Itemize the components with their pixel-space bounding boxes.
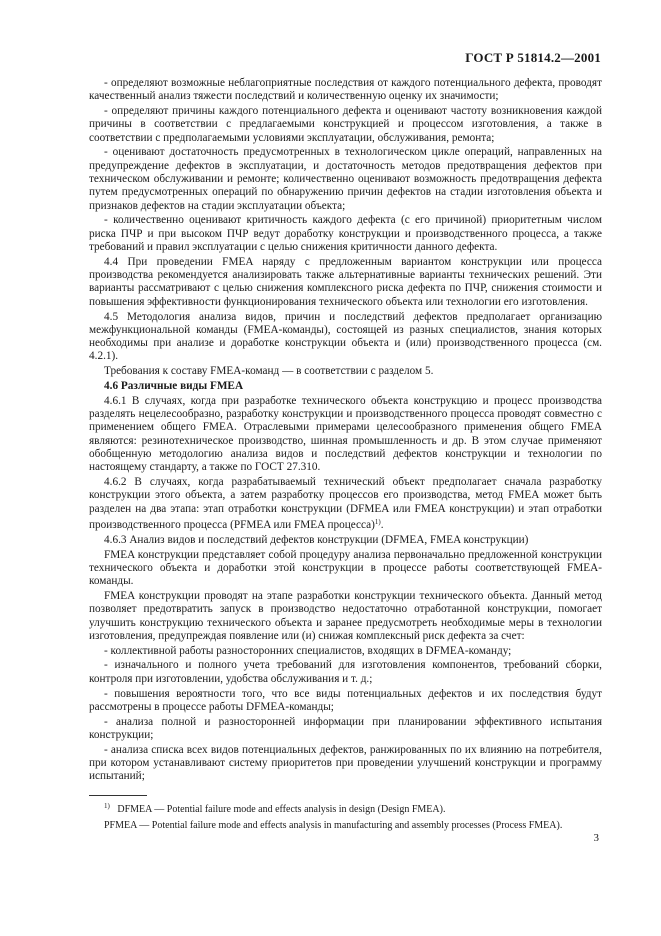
page-number: 3 [593,832,599,844]
standard-header: ГОСТ Р 51814.2—2001 [465,50,601,65]
footnote [89,798,602,818]
footnote-marker: 1) [104,802,110,810]
footnote-ref: 1) [374,518,381,526]
paragraph: - количественно оценивают критичность каждого дефекта (с его причиной) приоритетным числом риска ПЧР и при высоком ПЧР ведут доработку конструкции и производственного процесса, а также требований и правил эксплуатации с целью снижения критичности данного дефекта. [89,214,602,254]
section-heading: 4.6 Различные виды FMEA [104,380,244,393]
paragraph: FMEA конструкции представляет собой процедуру анализа первоначально предложенной конструкции технического объекта и доработки этой конструкции в процессе работы соответствующей FMEA-команды. [89,548,602,588]
paragraph: - определяют возможные неблагоприятные последствия от каждого потенциального дефекта, проводят качественный анализ тяжести последствий и количественную оценку их значимости; [89,77,602,103]
paragraph: 4.6.1 В случаях, когда при разработке технического объекта конструкцию и процесс производства разделять нецелесообразно, разработку конструкции и производственного процесса проводят совместно с применением общего FMEA. Отраслевыми примерами целесообразного применения общего FMEA являются: резинотехническое производство, шинная промышленность и др. В этом случае применяют обобщенную методологию анализа видов и последствий дефектов конструкции и технологии по настоящему стандарту, а также по ГОСТ 27.310. [89,394,602,474]
list-item: - анализа списка всех видов потенциальных дефектов, ранжированных по их влиянию на потребителя, при котором устанавливают систему приоритетов при проведении улучшений конструкции и программу испытаний; [89,743,602,783]
list-item: - повышения вероятности того, что все виды потенциальных дефектов и их последствия будут рассмотрены в процессе работы DFMEA-команды; [89,687,602,713]
list-item: - изначального и полного учета требований для изготовления компонентов, требований сборки, контроля при изготовлении, удобства обслуживания и т. д.; [89,659,602,685]
list-item: - коллективной работы разносторонних специалистов, входящих в DFMEA-команду; [104,644,512,657]
paragraph: Требования к составу FMEA-команд — в соответствии с разделом 5. [104,365,434,378]
footnotes [89,798,602,834]
paragraph-text: 4.6.2 В случаях, когда разрабатываемый технический объект предполагает сначала разработку конструкции этого объекта, а затем разработку процессов его производства, метод FMEA может быть разделен на два этапа: этап отработки конструкции (DFMEA или FMEA конструкции) и этап отработки производственного процесса (PFMEA или FMEA процесса) [89,476,602,531]
footnote-divider [89,795,147,796]
paragraph: FMEA конструкции проводят на этапе разработки конструкции технического объекта. Данный метод позволяет предотвратить запуск в производство недостаточно отработанной конструкции, помогает улучшить конструкцию технического объекта и заранее предусмотреть необходимые меры в технологии изготовления, предупреждая появление или (и) снижая комплексный риск дефекта за счет: [89,589,602,642]
paragraph: - оценивают достаточность предусмотренных в технологическом цикле операций, направленных на предупреждение дефектов в эксплуатации, и достаточность методов предотвращения дефектов при техническом обслуживании и ремонте; количественно оценивают возможность предотвращения дефекта путем предусмотренных операций по обнаружению причин дефектов на стадии изготовления объекта и признаков дефектов на стадии эксплуатации объекта; [89,146,602,212]
paragraph: 4.6.3 Анализ видов и последствий дефектов конструкции (DFMEA, FMEA конструкции) [104,533,529,546]
paragraph-4-6-2 [89,476,602,532]
paragraph: - определяют причины каждого потенциального дефекта и оценивают частоту возникновения каждой причины в соответствии с предлагаемыми конструкцией и процессом изготовления, а также в соответствии с предполагаемыми условиями эксплуатации, обслуживания, ремонта; [89,105,602,144]
list-item: - анализа полной и разносторонней информации при планировании эффективного испытания конструкции; [89,715,602,741]
body-text [89,77,602,785]
footnote: PFMEA — Potential failure mode and effects analysis in manufacturing and assembly processes (Process FMEA). [104,820,563,831]
footnote-text: DFMEA — Potential failure mode and effects analysis in design (Design FMEA). [117,804,446,815]
paragraph: 4.5 Методология анализа видов, причин и последствий дефектов предполагает организацию межфункциональной команды (FMEA-команды), состоящей из разных специалистов, знания которых необходимы при анализе и доработке конструкции объекта и (или) производственного процесса (см. 4.2.1). [89,310,602,363]
paragraph: 4.4 При проведении FMEA наряду с предложенным вариантом конструкции или процесса производства рекомендуется анализировать также альтернативные варианты технических решений. Эти варианты рассматривают с целью снижения комплексного риска дефекта по ПЧР, снижения стоимости и повышения эффективности функционирования технического объекта или технологии его изготовления. [89,255,602,308]
paragraph-end: . [380,519,384,531]
